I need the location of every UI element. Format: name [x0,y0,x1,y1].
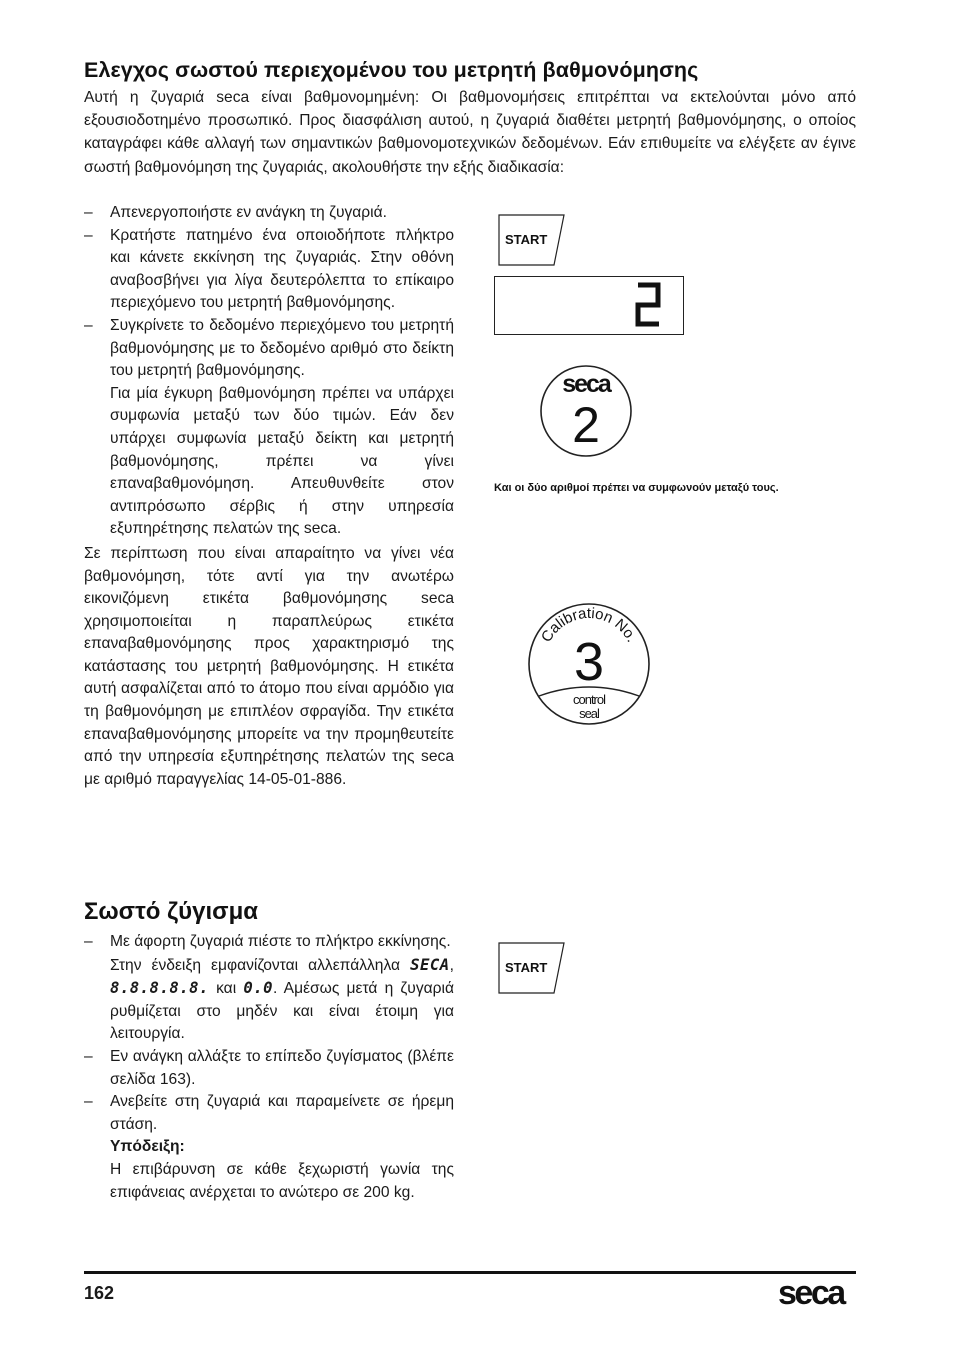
section-heading-correct-weighing: Σωστό ζύγισμα [84,898,259,925]
separator: , [449,956,454,974]
lcd-text-zero: 0.0 [243,979,274,998]
list-item-text: Για μία έγκυρη βαθμονόμηση πρέπει να υπάρχει συμφωνία μεταξύ των δύο τιμών. Εάν δεν υπάρχει συμφωνία μεταξύ δείκτη και μετρητή βαθμονόμησης, πρέπει να γίνει επαναβαθμονόμηση. Απευθυνθείτε στον αντιπρόσωπο σέρβις ή στην υπηρεσία εξυπηρέτησης πελατών της seca. [110,384,454,538]
display-sequence-intro: Στην ένδειξη εμφανίζονται αλλεπάλληλα [110,956,401,974]
list-item [84,1046,454,1091]
and-word: και [216,980,237,998]
list-dash: – [84,204,93,221]
start-label: START [505,960,548,975]
section-heading-calibration-check: Ελεγχος σωστού περιεχομένου του μετρητή βαθμονόμησης [84,58,699,82]
recal-arc-text: Calibration No. [537,604,641,646]
brand-logo: seca [778,1274,844,1312]
list-item-text: Κρατήστε πατημένο ένα οποιοδήποτε πλήκτρο και κάνετε εκκίνηση της ζυγαριάς. Στην οθόνη αναβοσβήνει για λίγα δευτερόλεπτα το επίκαιρο περιεχόμενο του μετρητή βαθμονόμησης. [110,226,454,312]
page-number: 162 [84,1283,115,1303]
start-label: START [505,232,548,247]
list-item-text: Με άφορτη ζυγαριά πιέστε το πλήκτρο εκκίνησης. [110,933,451,950]
list-dash: – [84,1047,93,1065]
figure-caption: Και οι δύο αριθμοί πρέπει να συμφωνούν μεταξύ τους. [494,482,779,494]
recalibration-seal-illustration [525,600,653,726]
display-sequence-outro: . Αμέσως μετά η ζυγαριά ρυθμίζεται στο μηδέν και είναι έτοιμη για λειτουργία. [110,980,454,1043]
list-item-text: Εν ανάγκη αλλάξτε το επίπεδο ζυγίσματος (βλέπε σελίδα 163). [110,1047,454,1088]
weighing-steps-list [84,931,454,1204]
lcd-text-seca: SECA [410,955,450,974]
seal-number: 2 [572,397,600,453]
list-item-text: Απενεργοποιήστε εν ανάγκη τη ζυγαριά. [110,204,387,221]
list-item-text-display-sequence [110,954,454,1046]
footer-rule [84,1271,856,1274]
list-item [84,931,454,1046]
recal-line2: seal [579,706,599,721]
lcd-digit-two [495,277,685,336]
list-item [84,202,454,225]
recal-line1: control [572,692,606,707]
recalibration-paragraph: Σε περίπτωση που είναι απαραίτητο να γίνει νέα βαθμονόμηση, τότε αντί για την ανωτέρω εικονιζόμενη ετικέτα βαθμονόμησης seca χρησιμοποιείται η παραπλεύρως ετικέτα επαναβαθμονόμησης προς χαρακτηρισμό της κατάστασης του μετρητή βαθμονόμησης. Η ετικέτα αυτή ασφαλίζεται από το άτομο που είναι αρμόδιο για τη βαθμονόμηση με επιπλέον σφραγίδα. Την ετικέτα επαναβαθμονόμησης μπορείτε να την προμηθευτείτε από την υπηρεσία εξυπηρέτησης πελατών της seca με αριθμό παραγγελίας 14-05-01-886. [84,544,454,788]
note-label: Υπόδειξη: [110,1138,185,1156]
list-dash: – [84,316,93,334]
display-illustration [494,276,684,335]
start-button-illustration [498,214,568,266]
seca-calibration-seal-illustration [538,364,636,460]
list-dash: – [84,1093,93,1111]
list-item-text: Συγκρίνετε το δεδομένο περιεχόμενο του μετρητή βαθμονόμησης με το δεδομένο αριθμό στο δείκτη του μετρητή βαθμονόμησης. [110,316,454,380]
list-dash: – [84,226,93,244]
list-item [84,225,454,315]
list-dash: – [84,933,93,950]
calibration-steps-list [84,202,454,791]
list-item [84,1091,454,1204]
lcd-text-all-segments: 8.8.8.8.8. [110,979,209,998]
list-item-text: Ανεβείτε στη ζυγαριά και παραμείνετε σε ήρεμη στάση. [110,1093,454,1133]
start-button-illustration [498,942,568,994]
seal-brand: seca [562,370,610,398]
recal-number: 3 [573,632,605,692]
intro-paragraph: Αυτή η ζυγαριά seca είναι βαθμονομημένη: Οι βαθμονομήσεις επιτρέπται να εκτελούνται μόνο από εξουσιοδοτημένο προσωπικό. Προς διασφάλιση αυτού, η ζυγαριά διαθέτει μετρητή βαθμονόμησης, ο οποίος καταγράφει κάθε αλλαγή των σημαντικών βαθμονομοτεχνικών δεδομένων. Εάν επιθυμείτε να ελέγξετε αν έγινε σωστή βαθμονόμηση της ζυγαριάς, ακολουθήστε την εξής διαδικασία: [84,89,856,176]
list-item [84,315,454,541]
note-text: Η επιβάρυνση σε κάθε ξεχωριστή γωνία της επιφάνειας ανέρχεται το ανώτερο σε 200 kg. [110,1160,454,1201]
